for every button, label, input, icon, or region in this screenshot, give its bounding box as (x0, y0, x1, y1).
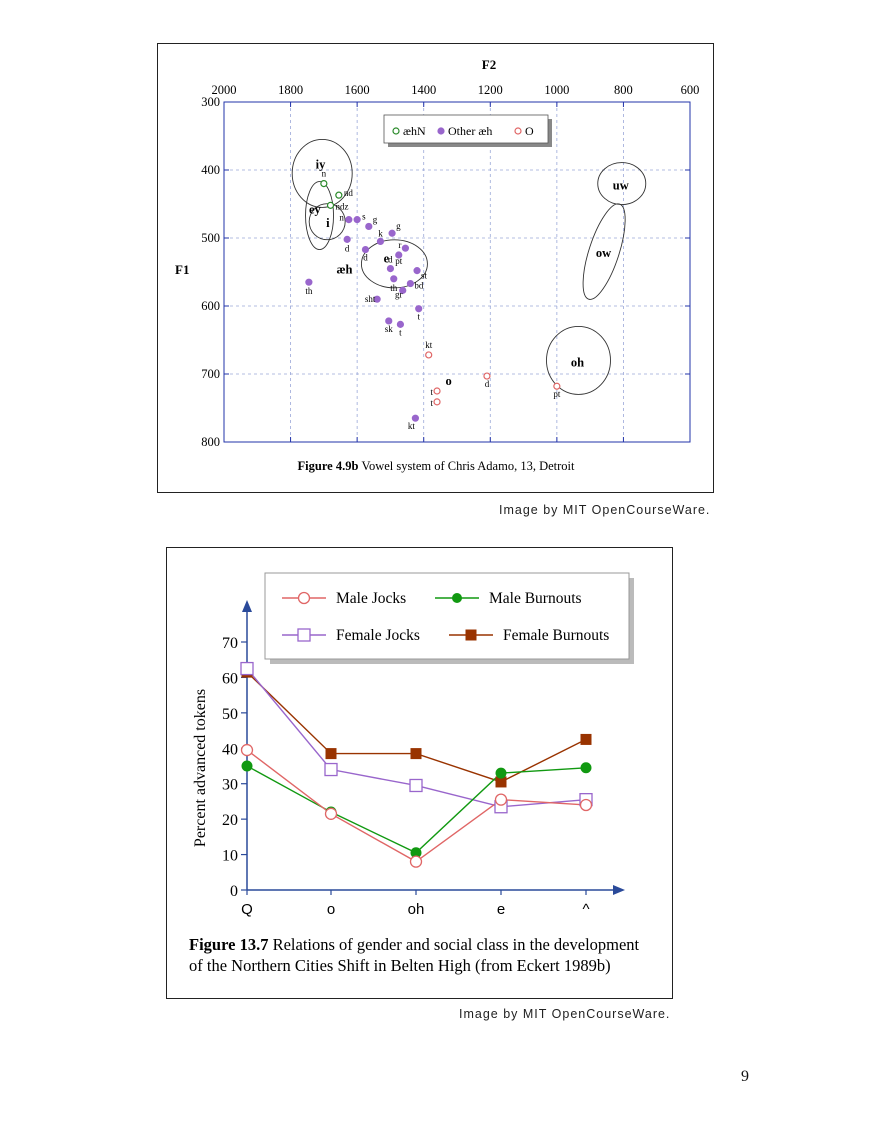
x-axis-arrow (613, 885, 625, 895)
y-axis-arrow (242, 600, 252, 612)
x-tick-label: 800 (614, 83, 633, 97)
data-point (366, 223, 372, 229)
legend-marker (515, 128, 521, 134)
point-label: sht (364, 294, 376, 305)
data-point (581, 799, 592, 810)
point-label: pt (553, 389, 561, 400)
data-point (326, 748, 337, 759)
legend-label: Other æh (448, 124, 493, 138)
y-tick-label: 400 (201, 163, 220, 177)
y-tick-label: 600 (201, 299, 220, 313)
figure-caption (298, 459, 575, 473)
point-label: d (484, 379, 490, 390)
point-label: bd (414, 280, 424, 291)
data-point (407, 281, 413, 287)
legend-marker (393, 128, 399, 134)
data-point (306, 279, 312, 285)
point-label: th (305, 286, 313, 297)
x-tick-label: 600 (680, 83, 700, 97)
x-tick-label: 1200 (477, 83, 503, 97)
point-label: d (388, 254, 393, 265)
point-label: th (390, 282, 398, 293)
y-tick-label: 500 (201, 231, 220, 245)
legend-marker (466, 630, 477, 641)
x-tick-label: 1000 (544, 83, 570, 97)
image-credit: Image by MIT OpenCourseWare. (499, 503, 711, 517)
y-tick-label: 30 (222, 776, 238, 794)
data-point (410, 779, 422, 791)
point-label: st (421, 270, 428, 281)
data-point (354, 217, 360, 223)
y-axis-title: F1 (175, 262, 190, 277)
vowel-label: iy (315, 157, 326, 172)
y-tick-label: 70 (222, 635, 238, 652)
point-label: gr (394, 289, 403, 300)
data-point (387, 266, 393, 272)
legend-label: Female Jocks (336, 627, 420, 644)
legend (265, 573, 634, 664)
data-point (414, 268, 420, 274)
legend-label: Male Jocks (336, 590, 407, 607)
series-line (247, 672, 586, 782)
vowel-label: i (326, 216, 330, 231)
data-point (426, 352, 432, 358)
data-point (496, 794, 507, 805)
data-point (241, 663, 253, 675)
data-point (336, 192, 342, 198)
x-tick-label: o (326, 901, 336, 918)
line-chart-figure (166, 547, 673, 999)
vowel-label: uw (612, 178, 629, 193)
legend-label: æhN (403, 124, 426, 138)
y-axis-title: Percent advanced tokens (192, 688, 209, 848)
vowel-chart-figure (157, 43, 714, 493)
data-point (581, 734, 592, 745)
x-tick-label: 1800 (278, 83, 304, 97)
series-line (247, 750, 586, 862)
point-label: n (339, 212, 344, 223)
point-label: d (363, 252, 368, 263)
x-tick-label: ^ (582, 901, 590, 918)
data-point (326, 808, 337, 819)
point-label: sk (384, 323, 393, 334)
data-point (391, 276, 397, 282)
point-label: kt (407, 421, 415, 432)
data-point (402, 245, 408, 251)
data-point (434, 399, 440, 405)
y-tick-label: 50 (222, 705, 238, 723)
caption-text: Vowel system of Chris Adamo, 13, Detroit (361, 459, 575, 473)
y-tick-label: 300 (201, 95, 220, 109)
page-number: 9 (741, 1068, 749, 1085)
vowel-label: o (445, 373, 452, 388)
caption-text-line1: Relations of gender and social class in the development (272, 935, 640, 954)
caption-label: Figure 4.9b (297, 459, 362, 473)
data-point (242, 745, 253, 756)
y-tick-label: 40 (222, 741, 238, 759)
x-tick-label: oh (407, 901, 425, 918)
point-label: t (417, 311, 420, 322)
data-point (434, 388, 440, 394)
legend (384, 115, 552, 147)
legend-label: Female Burnouts (503, 627, 610, 644)
caption-label: Figure 13.7 (189, 935, 273, 954)
data-point (496, 768, 506, 778)
advanced-tokens-line-chart (167, 548, 674, 1000)
legend-marker (298, 629, 310, 641)
data-point (411, 748, 422, 759)
plot-frame (224, 102, 690, 442)
x-tick-label: 1400 (411, 83, 437, 97)
x-axis-title: F2 (481, 57, 497, 72)
point-label: k (378, 228, 383, 239)
point-label: g (372, 214, 378, 225)
legend-marker (299, 593, 310, 604)
data-point (411, 856, 422, 867)
data-point (328, 202, 334, 208)
x-tick-label: 1600 (344, 83, 370, 97)
vowel-label: æh (336, 262, 353, 277)
point-label: nd (343, 188, 353, 199)
point-label: d (344, 243, 350, 254)
y-tick-label: 800 (201, 435, 220, 449)
y-tick-label: 10 (222, 847, 238, 865)
point-label: t (430, 387, 434, 397)
x-tick-label: e (496, 901, 506, 918)
point-label: r (398, 240, 402, 251)
data-point (344, 236, 350, 242)
vowel-label: oh (570, 355, 585, 370)
vowel-scatter-plot (158, 44, 715, 494)
point-label: g (396, 221, 401, 232)
data-point (321, 181, 327, 187)
legend-marker (438, 128, 444, 134)
image-credit: Image by MIT OpenCourseWare. (459, 1007, 671, 1021)
figure-caption (189, 935, 640, 954)
data-point (346, 217, 352, 223)
y-tick-label: 60 (222, 670, 238, 688)
point-label: t (399, 327, 402, 338)
y-tick-label: 20 (222, 812, 238, 830)
data-point (389, 230, 395, 236)
data-point (242, 761, 252, 771)
legend-marker (452, 593, 462, 603)
caption-text-line2: of the Northern Cities Shift in Belten High (from Eckert 1989b) (189, 956, 611, 975)
y-tick-label: 0 (230, 883, 238, 900)
point-label: ndz (335, 201, 349, 212)
legend-label: O (525, 124, 534, 138)
legend-label: Male Burnouts (489, 590, 582, 607)
x-tick-label: Q (241, 901, 253, 918)
vowel-label: ow (595, 245, 612, 260)
data-point (377, 238, 383, 244)
x-tick-label: 2000 (211, 83, 237, 97)
vowel-label: e (383, 251, 390, 266)
point-label: t (430, 397, 434, 408)
y-tick-label: 700 (201, 367, 220, 381)
point-label: n (321, 168, 327, 179)
data-point (581, 763, 591, 773)
legend-box (265, 573, 629, 659)
data-point (325, 764, 337, 776)
vowel-label: ey (308, 202, 321, 217)
point-label: s (362, 211, 366, 222)
point-label: kt (425, 339, 433, 350)
point-label: pt (395, 256, 403, 266)
